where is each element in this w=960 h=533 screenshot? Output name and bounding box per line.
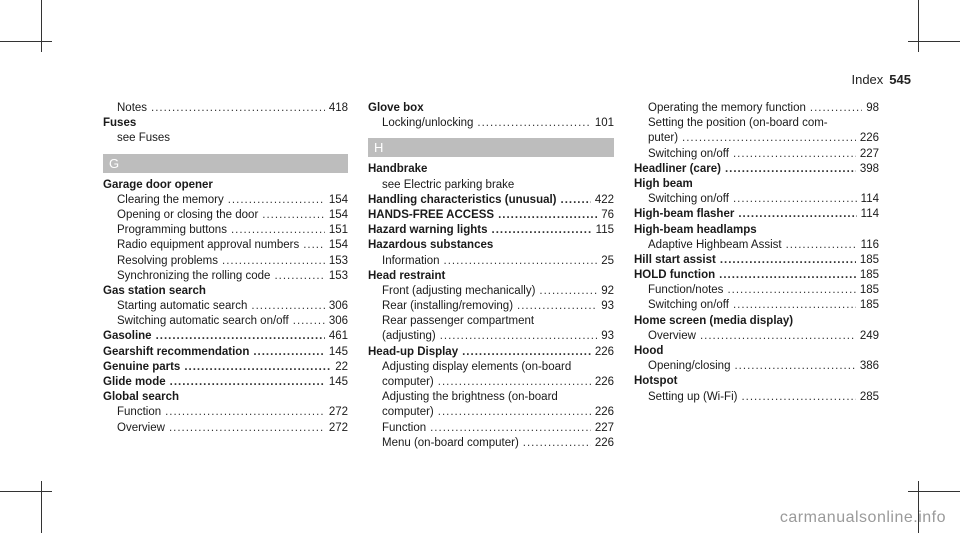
index-subentry bbox=[368, 299, 614, 314]
page-reference: 272 bbox=[328, 421, 348, 434]
entry-label: Synchronizing the rolling code bbox=[117, 269, 271, 282]
index-subentry bbox=[634, 101, 879, 116]
entry-label: Notes bbox=[117, 102, 148, 114]
index-subentry bbox=[368, 421, 614, 436]
entry-label: Function bbox=[382, 421, 427, 434]
page-reference: 22 bbox=[335, 360, 348, 373]
page-reference: 145 bbox=[328, 345, 348, 358]
dot-leader bbox=[462, 345, 591, 360]
page-header bbox=[851, 72, 911, 87]
index-subentry bbox=[103, 314, 348, 329]
index-subentry: see Electric parking brake bbox=[382, 178, 515, 191]
page-reference: 185 bbox=[859, 253, 879, 266]
index-subentry bbox=[103, 405, 348, 420]
index-subentry bbox=[634, 329, 879, 344]
dot-leader bbox=[438, 405, 591, 420]
entry-label: Front (adjusting mechanically) bbox=[382, 284, 536, 297]
index-column-3 bbox=[634, 101, 879, 405]
dot-leader bbox=[477, 116, 590, 131]
index-subentry bbox=[103, 238, 348, 253]
index-heading: High-beam headlamps bbox=[634, 223, 757, 236]
page-reference: 422 bbox=[594, 193, 614, 206]
entry-label: HOLD function bbox=[634, 269, 716, 282]
dot-leader bbox=[725, 162, 856, 177]
entry-label: Adaptive Highbeam Assist bbox=[648, 238, 782, 251]
entry-label: HANDS-FREE ACCESS bbox=[368, 208, 495, 221]
page-reference: 306 bbox=[328, 300, 348, 313]
crop-mark bbox=[908, 41, 960, 42]
index-entry bbox=[103, 329, 348, 344]
dot-leader bbox=[151, 101, 325, 116]
page-reference: 226 bbox=[594, 436, 614, 449]
dot-leader bbox=[786, 238, 857, 253]
dot-leader bbox=[733, 298, 856, 313]
page-reference: 115 bbox=[595, 224, 614, 237]
index-entry bbox=[634, 253, 879, 268]
crop-mark bbox=[0, 491, 52, 492]
page-number: 545 bbox=[889, 72, 911, 87]
dot-leader bbox=[169, 421, 325, 436]
index-subentry bbox=[634, 359, 879, 374]
index-heading: Fuses bbox=[103, 117, 137, 130]
entry-label: puter) bbox=[648, 132, 679, 145]
dot-leader bbox=[810, 101, 862, 116]
entry-label: Opening/closing bbox=[648, 360, 731, 373]
index-entry bbox=[634, 207, 879, 222]
entry-label: Resolving problems bbox=[117, 254, 218, 267]
entry-label: Information bbox=[382, 254, 440, 267]
index-entry bbox=[368, 193, 614, 208]
entry-label: Switching on/off bbox=[648, 147, 729, 160]
entry-label: Overview bbox=[117, 421, 165, 434]
index-subentry bbox=[368, 436, 614, 451]
index-entry bbox=[103, 345, 348, 360]
page-reference: 114 bbox=[860, 208, 879, 221]
crop-mark bbox=[41, 0, 42, 52]
index-subentry bbox=[103, 421, 348, 436]
page-reference: 285 bbox=[859, 390, 879, 403]
section-title: Index bbox=[851, 72, 884, 87]
dot-leader bbox=[444, 254, 598, 269]
index-entry bbox=[368, 345, 614, 360]
entry-label: Overview bbox=[648, 329, 696, 342]
entry-label: Operating the memory function bbox=[648, 102, 806, 114]
page-reference: 145 bbox=[328, 376, 348, 388]
page-reference: 418 bbox=[328, 102, 348, 114]
page-reference: 306 bbox=[328, 315, 348, 328]
index-subentry bbox=[634, 147, 879, 162]
index-subentry bbox=[368, 375, 614, 390]
entry-label: Hill start assist bbox=[634, 253, 716, 266]
entry-label: Gearshift recommendation bbox=[103, 345, 250, 358]
index-subentry bbox=[368, 254, 614, 269]
page-reference: 249 bbox=[859, 329, 879, 342]
entry-label: Glide mode bbox=[103, 376, 166, 388]
index-heading: Home screen (media display) bbox=[634, 314, 794, 327]
dot-leader bbox=[719, 268, 856, 283]
dot-leader bbox=[720, 253, 856, 268]
index-subentry: see Fuses bbox=[117, 132, 171, 145]
dot-leader bbox=[498, 208, 597, 223]
index-subentry bbox=[368, 116, 614, 131]
dot-leader bbox=[700, 329, 856, 344]
page-reference: 151 bbox=[328, 224, 348, 237]
page-reference: 461 bbox=[328, 330, 348, 343]
page-reference: 93 bbox=[601, 330, 614, 343]
entry-label: Gasoline bbox=[103, 330, 152, 343]
index-entry bbox=[634, 268, 879, 283]
entry-label: Switching automatic search on/off bbox=[117, 315, 289, 328]
dot-leader bbox=[251, 299, 324, 314]
index-heading: Head restraint bbox=[368, 269, 446, 282]
index-heading: Global search bbox=[103, 391, 180, 404]
entry-label: (adjusting) bbox=[382, 330, 436, 343]
entry-label: Clearing the memory bbox=[117, 193, 224, 206]
page-reference: 101 bbox=[594, 117, 614, 130]
entry-label: Genuine parts bbox=[103, 360, 181, 373]
entry-label: Locking/unlocking bbox=[382, 117, 474, 130]
index-subentry bbox=[634, 283, 879, 298]
crop-mark bbox=[918, 0, 919, 52]
index-subentry bbox=[634, 298, 879, 313]
dot-leader bbox=[492, 223, 592, 238]
crop-mark bbox=[0, 41, 52, 42]
dot-leader bbox=[222, 254, 325, 269]
page-reference: 93 bbox=[601, 300, 614, 313]
dot-leader bbox=[430, 421, 591, 436]
dot-leader bbox=[738, 207, 856, 222]
index-column-2 bbox=[368, 101, 614, 451]
page-reference: 153 bbox=[328, 254, 348, 267]
page-reference: 226 bbox=[859, 132, 879, 145]
dot-leader bbox=[184, 360, 331, 375]
dot-leader bbox=[274, 269, 324, 284]
page-reference: 272 bbox=[328, 406, 348, 419]
index-entry bbox=[103, 375, 348, 390]
dot-leader bbox=[440, 329, 598, 344]
entry-label: Starting automatic search bbox=[117, 300, 248, 313]
index-subentry bbox=[634, 238, 879, 253]
section-letter: G bbox=[103, 154, 348, 173]
entry-label: Rear (installing/removing) bbox=[382, 300, 514, 313]
dot-leader bbox=[733, 192, 857, 207]
entry-label: Hazard warning lights bbox=[368, 224, 488, 237]
entry-label: Switching on/off bbox=[648, 299, 729, 312]
page-reference: 227 bbox=[594, 421, 614, 434]
index-subentry bbox=[103, 254, 348, 269]
page-reference: 76 bbox=[601, 208, 614, 221]
entry-label: Opening or closing the door bbox=[117, 208, 259, 221]
index-heading: Hazardous substances bbox=[368, 239, 494, 252]
index-subentry bbox=[103, 208, 348, 223]
dot-leader bbox=[682, 131, 856, 146]
dot-leader bbox=[517, 299, 597, 314]
index-subentry: Adjusting the brightness (on-board bbox=[382, 391, 558, 404]
crop-mark bbox=[908, 491, 960, 492]
dot-leader bbox=[262, 208, 325, 223]
dot-leader bbox=[303, 238, 325, 253]
entry-label: computer) bbox=[382, 376, 434, 388]
page-reference: 386 bbox=[859, 360, 879, 373]
index-subentry bbox=[368, 284, 614, 299]
index-subentry: Rear passenger compartment bbox=[382, 315, 535, 328]
entry-label: Function bbox=[117, 406, 162, 419]
dot-leader bbox=[165, 405, 325, 420]
page-reference: 226 bbox=[594, 376, 614, 388]
index-subentry bbox=[634, 192, 879, 207]
page-reference: 114 bbox=[860, 193, 879, 206]
index-subentry bbox=[103, 299, 348, 314]
index-subentry bbox=[368, 405, 614, 420]
page-reference: 227 bbox=[859, 147, 879, 160]
index-heading: Glove box bbox=[368, 102, 424, 114]
page-reference: 226 bbox=[594, 345, 614, 358]
index-heading: Hood bbox=[634, 345, 664, 357]
entry-label: Switching on/off bbox=[648, 193, 729, 206]
index-subentry bbox=[634, 131, 879, 146]
dot-leader bbox=[293, 314, 325, 329]
page-reference: 185 bbox=[859, 269, 879, 282]
page-reference: 116 bbox=[860, 238, 879, 251]
page-reference: 25 bbox=[601, 254, 614, 267]
dot-leader bbox=[438, 375, 591, 390]
entry-label: Head-up Display bbox=[368, 345, 459, 358]
index-subentry bbox=[103, 269, 348, 284]
page-reference: 98 bbox=[866, 102, 879, 114]
entry-label: Radio equipment approval numbers bbox=[117, 239, 300, 252]
index-entry bbox=[634, 162, 879, 177]
index-subentry: Adjusting display elements (on-board bbox=[382, 360, 572, 373]
dot-leader bbox=[170, 375, 325, 390]
page-reference: 185 bbox=[859, 299, 879, 312]
entry-label: Headliner (care) bbox=[634, 162, 721, 175]
dot-leader bbox=[156, 329, 325, 344]
dot-leader bbox=[561, 193, 591, 208]
index-entry bbox=[368, 223, 614, 238]
entry-label: High-beam flasher bbox=[634, 208, 735, 221]
entry-label: Function/notes bbox=[648, 284, 724, 297]
index-heading: Garage door opener bbox=[103, 178, 213, 191]
page-reference: 92 bbox=[601, 284, 614, 297]
entry-label: Setting up (Wi-Fi) bbox=[648, 390, 738, 403]
dot-leader bbox=[253, 345, 324, 360]
index-subentry: Setting the position (on-board com- bbox=[648, 117, 828, 130]
page-reference: 154 bbox=[328, 239, 348, 252]
page-reference: 153 bbox=[328, 269, 348, 282]
entry-label: Handling characteristics (unusual) bbox=[368, 193, 557, 206]
index-subentry bbox=[103, 193, 348, 208]
section-letter: H bbox=[368, 138, 614, 157]
dot-leader bbox=[727, 283, 855, 298]
index-heading: Gas station search bbox=[103, 284, 206, 297]
index-heading: Hotspot bbox=[634, 375, 678, 388]
entry-label: Programming buttons bbox=[117, 224, 227, 237]
page-reference: 398 bbox=[859, 162, 879, 175]
dot-leader bbox=[734, 359, 855, 374]
dot-leader bbox=[539, 284, 597, 299]
index-entry bbox=[103, 360, 348, 375]
index-column-1 bbox=[103, 101, 348, 436]
index-heading: High beam bbox=[634, 177, 693, 190]
watermark: carmanualsonline.info bbox=[779, 509, 946, 526]
page-reference: 154 bbox=[328, 193, 348, 206]
index-entry bbox=[368, 208, 614, 223]
index-subentry bbox=[368, 329, 614, 344]
index-subentry bbox=[103, 223, 348, 238]
dot-leader bbox=[228, 193, 325, 208]
entry-label: Menu (on-board computer) bbox=[382, 436, 519, 449]
dot-leader bbox=[523, 436, 591, 451]
page-reference: 226 bbox=[594, 406, 614, 419]
dot-leader bbox=[741, 390, 855, 405]
dot-leader bbox=[231, 223, 325, 238]
index-heading: Handbrake bbox=[368, 163, 428, 176]
index-subentry bbox=[103, 101, 348, 116]
entry-label: computer) bbox=[382, 406, 434, 419]
index-subentry bbox=[634, 390, 879, 405]
page-reference: 185 bbox=[859, 284, 879, 297]
page-reference: 154 bbox=[328, 208, 348, 221]
dot-leader bbox=[733, 147, 856, 162]
